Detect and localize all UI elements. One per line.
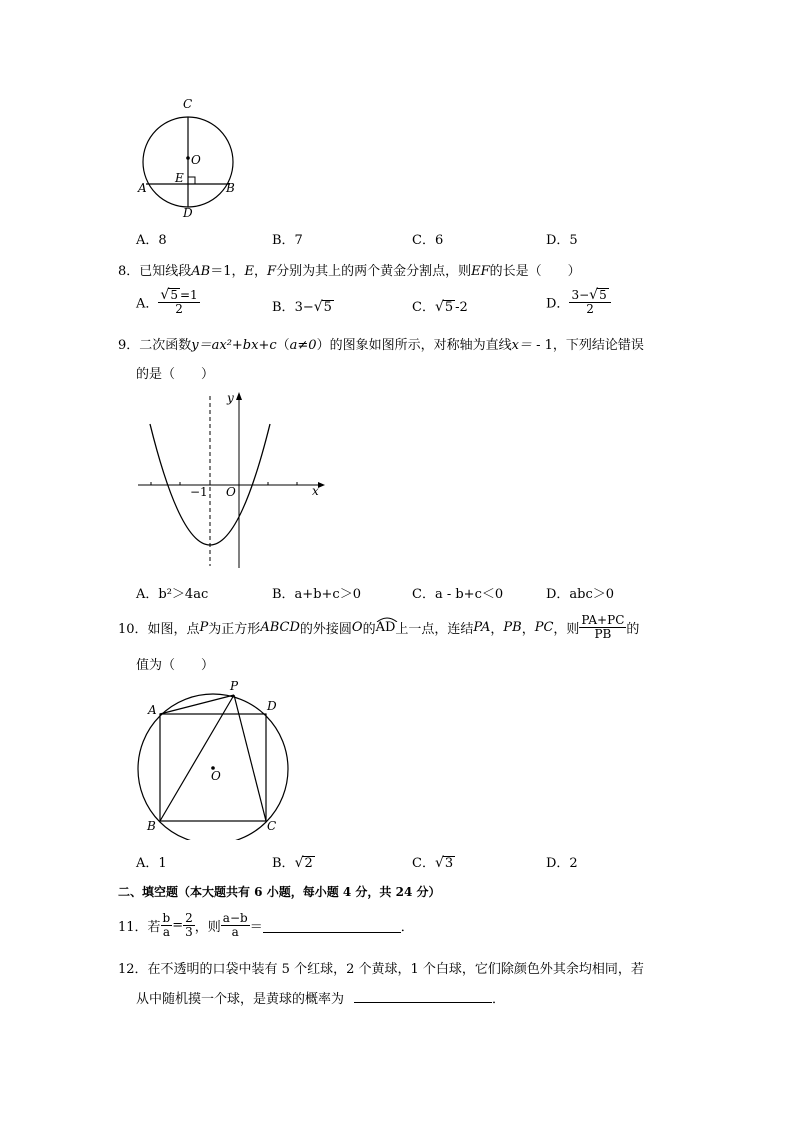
origin-label: O <box>226 485 236 499</box>
section-heading: 二、填空题（本大题共有 6 小题，每小题 4 分，共 24 分） <box>118 885 441 899</box>
q7-option-a: A．8 <box>136 233 167 248</box>
label-A: A <box>138 181 147 195</box>
q12-stem-line2: 从中随机摸一个球，是黄球的概率为 ． <box>136 988 505 1007</box>
q8-option-a: A． $\frac{√5 =1}{2}$ <box>136 287 198 316</box>
q9-option-a: A．b²＞4ac <box>136 587 209 602</box>
q7-option-b: B．7 <box>272 233 303 248</box>
q10-option-b: B．√2 <box>272 855 313 871</box>
q7-option-d: D．5 <box>546 233 578 248</box>
axis-label-x: x <box>312 484 319 498</box>
figure-square-in-circle <box>130 676 300 840</box>
label-C: C <box>267 819 277 833</box>
label-C: C <box>183 97 193 111</box>
q8-stem: 8．已知线段AB＝1，E，F分别为其上的两个黄金分割点，则EF的长是（ ） <box>118 264 581 279</box>
axis-label-y: y <box>227 391 234 405</box>
label-A: A <box>148 703 157 717</box>
tick-label-neg1: −1 <box>190 485 208 499</box>
q9-stem-line2: 的是（ ） <box>136 367 215 382</box>
q11-stem: 11．若 $\frac{b}{a}$ = $\frac{2}{3}$ ，则 $\frac{a-b}{a}$ ＝ ． <box>118 911 414 939</box>
label-E: E <box>175 171 184 185</box>
label-O: O <box>211 769 221 783</box>
q8-option-d: D． $\frac{3-√5}{2}$ <box>546 288 611 316</box>
label-B: B <box>147 819 156 833</box>
label-D: D <box>267 699 277 713</box>
label-D: D <box>183 206 193 220</box>
label-O: O <box>191 153 201 167</box>
q11-answer-blank[interactable] <box>263 918 401 933</box>
q8-option-c: C．√5 -2 <box>412 299 468 315</box>
q10-stem-line1: 10．如图，点P为正方形ABCD的外接圆O的 AD上一点，连结PA，PB，PC，则 $\frac{PA+PC}{PB}$ 的 <box>118 613 640 641</box>
q9-stem-line1: 9．二次函数y＝ax²+bx+c（a≠0）的图象如图所示，对称轴为直线x＝ - 1，下列结论错误 <box>118 338 644 353</box>
figure-circle-chord <box>130 94 250 224</box>
q9-option-d: D．abc＞0 <box>546 587 615 602</box>
q8-option-b: B．3−√5 <box>272 299 332 315</box>
q10-option-a: A．1 <box>136 856 167 871</box>
q12-stem-line1: 12．在不透明的口袋中装有 5 个红球，2 个黄球，1 个白球，它们除颜色外其余均相同，若 <box>118 962 644 977</box>
figure-parabola-graph <box>130 386 330 576</box>
q10-stem-line2: 值为（ ） <box>136 658 215 673</box>
q10-option-d: D．2 <box>546 856 578 871</box>
label-B: B <box>226 181 235 195</box>
q9-option-b: B．a+b+c＞0 <box>272 587 361 602</box>
q7-option-c: C．6 <box>412 233 444 248</box>
q9-option-c: C．a - b+c＜0 <box>412 587 504 602</box>
label-P: P <box>230 679 239 693</box>
arc-label: AD <box>375 620 396 635</box>
q12-answer-blank[interactable] <box>354 988 492 1003</box>
q10-option-c: C．√3 <box>412 855 454 871</box>
